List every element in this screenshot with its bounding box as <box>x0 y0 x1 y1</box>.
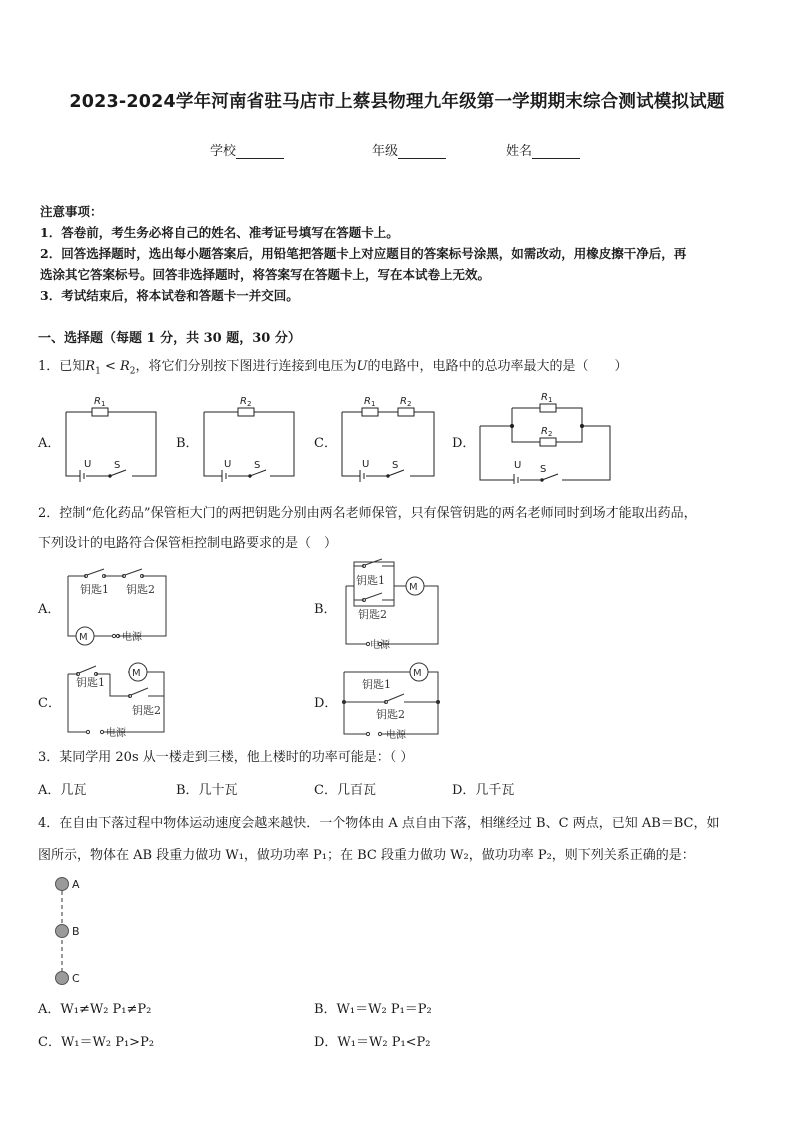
q1-option-d-label: D． <box>452 436 476 451</box>
q3-option-a: A．几瓦 <box>38 783 87 798</box>
q2-stem <box>38 499 763 559</box>
q2-stem-line1: 2．控制“危化药品”保管柜大门的两把钥匙分别由两名老师保管，只有保管钥匙的两名老师同时到场才能取出药品， <box>38 506 697 521</box>
q3-option-c: C．几百瓦 <box>314 783 376 798</box>
q1c-r1-sub: 1 <box>371 400 376 408</box>
q4-stem-line2: 图所示，物体在 AB 段重力做功 W₁，做功功率 P₁；在 BC 段重力做功 W₂，做功功率 P₂，则下列关系正确的是： <box>38 848 695 863</box>
q1-circuit-d <box>474 388 614 484</box>
q1b-u-label: U <box>224 459 232 470</box>
q1d-u-label: U <box>514 460 522 471</box>
notes-item-2-cont: 选涂其它答案标号。回答非选择题时，将答案写在答题卡上，写在本试卷上无效。 <box>40 267 491 282</box>
q2-option-a-label: A． <box>38 602 61 617</box>
q2-option-b-label: B． <box>314 602 337 617</box>
grade-label: 年级 <box>372 144 399 159</box>
q1-stem-c: 的电路中，电路中的总功率最大的是（ ） <box>367 359 628 374</box>
q2-stem-line2: 下列设计的电路符合保管柜控制电路要求的是（ ） <box>38 536 338 551</box>
q1-lt: < <box>100 359 120 374</box>
school-field <box>210 140 284 159</box>
q1d-r1-label: R <box>541 392 548 403</box>
name-label: 姓名 <box>506 144 533 159</box>
q1-circuit-b <box>198 390 298 482</box>
point-c-ball <box>56 972 69 985</box>
q1a-r-sub: 1 <box>101 400 106 408</box>
q4-option-a: A．W₁≠W₂ P₁≠P₂ <box>38 1002 152 1017</box>
q2b-key2-label: 钥匙2 <box>358 608 387 621</box>
q4-figure <box>48 870 98 990</box>
q2c-key2-label: 钥匙2 <box>132 704 161 717</box>
q2b-motor-label: M <box>409 582 418 593</box>
q4-option-b: B．W₁＝W₂ P₁＝P₂ <box>314 1002 432 1017</box>
q2-circuit-b <box>342 556 446 652</box>
q4-option-d: D．W₁＝W₂ P₁<P₂ <box>314 1035 431 1050</box>
q2c-key1-label: 钥匙1 <box>76 676 105 689</box>
grade-blank <box>398 145 446 159</box>
point-b-label: B <box>72 925 80 938</box>
q1-option-a-label: A． <box>38 436 61 451</box>
q1c-r2-label: R <box>400 396 407 407</box>
school-blank <box>236 145 284 159</box>
q2b-key1-label: 钥匙1 <box>356 574 385 587</box>
q1-option-c-label: C． <box>314 436 337 451</box>
q1-r1-sub: 1 <box>95 366 101 377</box>
q4-stem <box>38 808 763 872</box>
q1-u: U <box>356 359 368 374</box>
q1a-u-label: U <box>84 459 92 470</box>
q1-r1: R <box>85 359 96 374</box>
q1c-s-label: S <box>392 460 399 471</box>
point-b-ball <box>56 925 69 938</box>
q1d-r2-label: R <box>541 426 548 437</box>
q1d-r2-sub: 2 <box>548 430 553 438</box>
point-c-label: C <box>72 972 80 985</box>
page-title: 2023-2024学年河南省驻马店市上蔡县物理九年级第一学期期末综合测试模拟试题 <box>69 92 725 112</box>
name-field <box>506 140 580 159</box>
q1a-s-label: S <box>114 460 121 471</box>
q1-circuit-c <box>336 390 440 482</box>
q1b-r-label: R <box>240 396 247 407</box>
point-a-ball <box>56 878 69 891</box>
notes-item-3: 3．考试结束后，将本试卷和答题卡一并交回。 <box>40 288 299 303</box>
q2a-key1-label: 钥匙1 <box>80 583 109 596</box>
name-blank <box>532 145 580 159</box>
q1c-r1-label: R <box>364 396 371 407</box>
q1b-r-sub: 2 <box>247 400 252 408</box>
q2-option-d-label: D． <box>314 696 338 711</box>
section-heading: 一、选择题（每题 1 分，共 30 题，30 分） <box>38 331 301 346</box>
school-label: 学校 <box>210 144 237 159</box>
q2-circuit-c <box>64 656 174 740</box>
q1c-r2-sub: 2 <box>407 400 412 408</box>
q3-option-d: D．几千瓦 <box>452 783 515 798</box>
q2b-power-label: 电源 <box>370 640 390 651</box>
q1-circuit-a <box>60 390 160 482</box>
q4-stem-line1: 4．在自由下落过程中物体运动速度会越来越快．一个物体由 A 点自由下落，相继经过 B、C 两点，已知 AB＝BC，如 <box>38 816 720 831</box>
q2c-power-label: 电源 <box>106 728 126 739</box>
notes-heading: 注意事项： <box>40 204 103 219</box>
point-a-label: A <box>72 878 80 891</box>
q1d-s-label: S <box>540 464 547 475</box>
q2d-key1-label: 钥匙1 <box>362 678 391 691</box>
q2a-power-label: 电源 <box>122 632 142 643</box>
q1-stem-b: ，将它们分别按下图进行连接到电压为 <box>135 359 357 374</box>
notes-item-1: 1．答卷前，考生务必将自己的姓名、准考证号填写在答题卡上。 <box>40 225 399 240</box>
q1-option-b-label: B． <box>176 436 199 451</box>
q2c-motor-label: M <box>132 668 141 679</box>
q2a-motor-label: M <box>79 632 88 643</box>
q2a-key2-label: 钥匙2 <box>126 583 155 596</box>
q1-stem <box>38 357 763 382</box>
q2d-key2-label: 钥匙2 <box>376 708 405 721</box>
q1-stem-a: 1．已知 <box>38 359 86 374</box>
q2d-motor-label: M <box>413 668 422 679</box>
q2-circuit-a <box>64 560 174 650</box>
q1b-s-label: S <box>254 460 261 471</box>
q1d-r1-sub: 1 <box>548 396 553 404</box>
q3-stem: 3．某同学用 20s 从一楼走到三楼，他上楼时的功率可能是：（ ） <box>38 750 414 765</box>
notes-block <box>40 201 760 306</box>
q3-option-b: B．几十瓦 <box>176 783 238 798</box>
q2d-power-label: 电源 <box>386 730 406 740</box>
q1a-r-label: R <box>94 396 101 407</box>
grade-field <box>372 140 446 159</box>
notes-item-2: 2．回答选择题时，选出每小题答案后，用铅笔把答题卡上对应题目的答案标号涂黑，如需改动，用橡皮擦干净后，再 <box>40 246 687 261</box>
q4-option-c: C．W₁＝W₂ P₁>P₂ <box>38 1035 155 1050</box>
q1-r2-sub: 2 <box>129 366 136 377</box>
q1c-u-label: U <box>362 459 370 470</box>
q2-circuit-d <box>340 656 446 740</box>
q1-r2: R <box>119 359 130 374</box>
q2-option-c-label: C． <box>38 696 61 711</box>
